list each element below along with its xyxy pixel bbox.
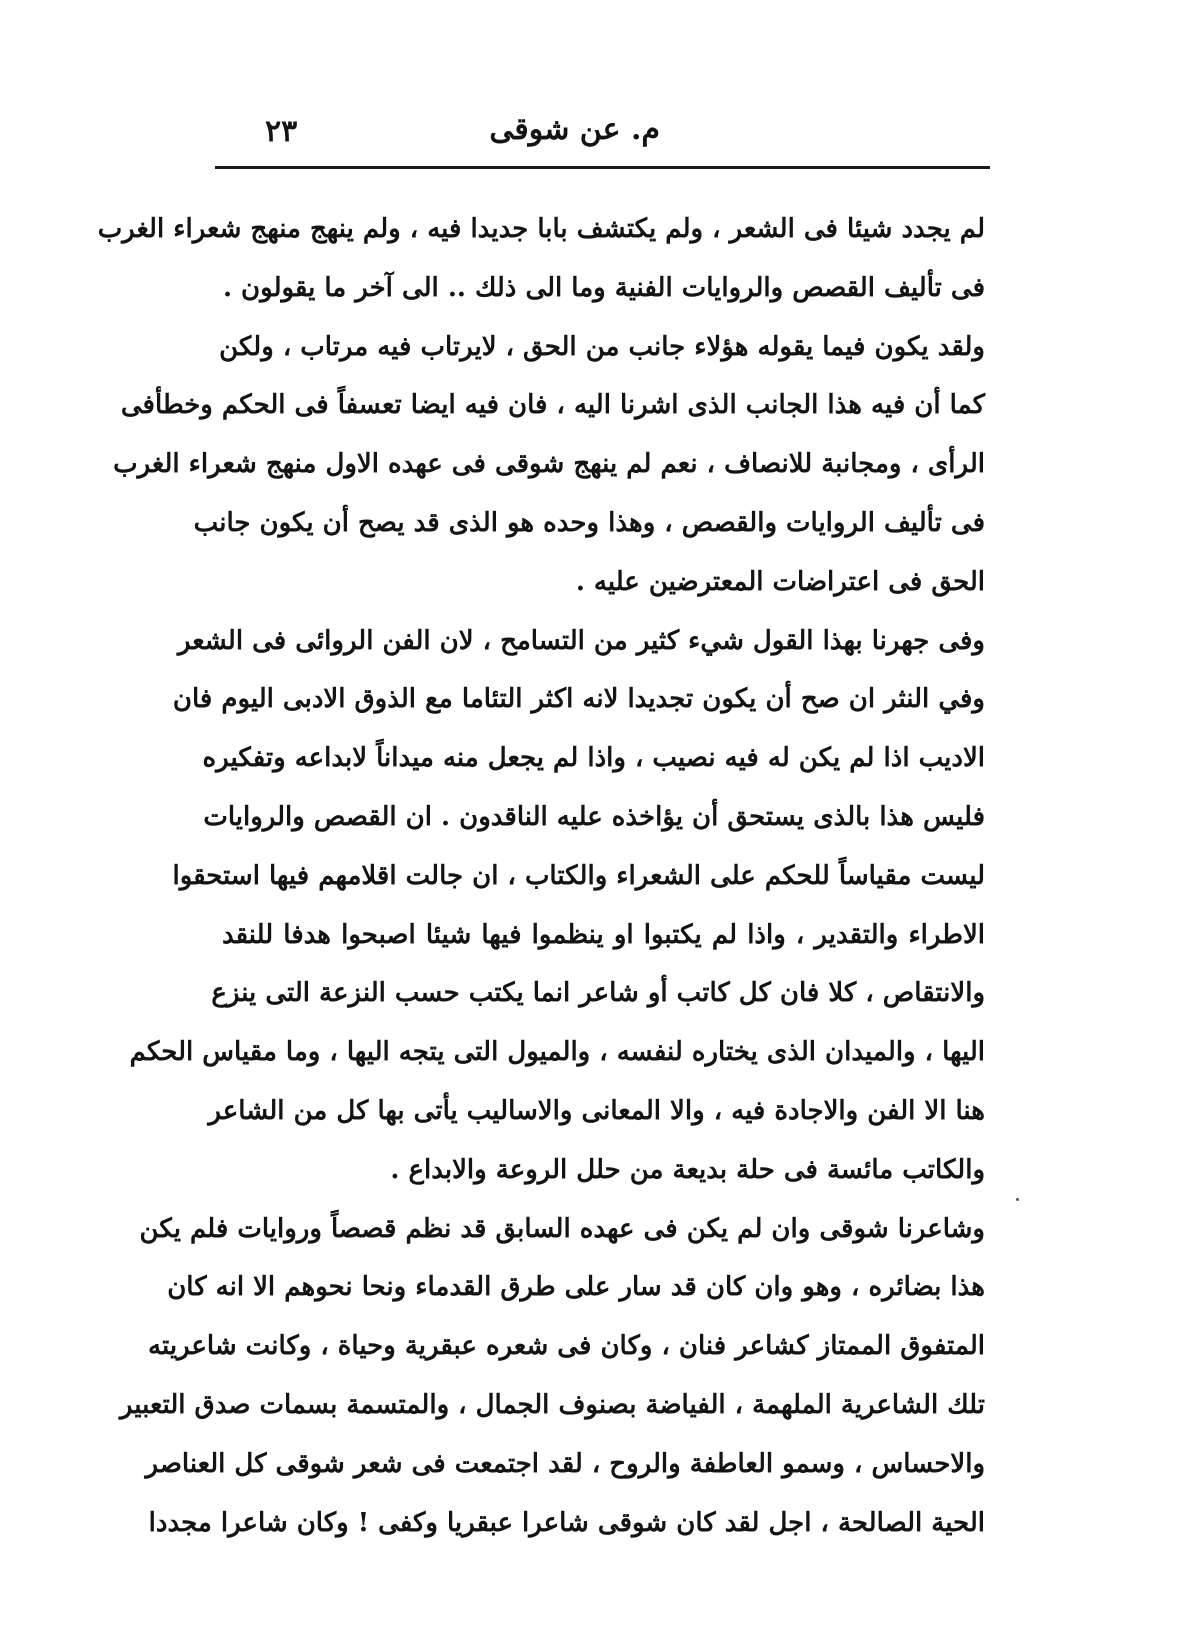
text-line: ولقد يكون فيما يقوله هؤلاء جانب من الحق ، لايرتاب فيه مرتاب ، ولكن bbox=[219, 331, 985, 362]
text-line: وشاعرنا شوقى وان لم يكن فى عهده السابق قد نظم قصصاً وروايات فلم يكن bbox=[139, 1213, 985, 1244]
text-line: كما أن فيه هذا الجانب الذى اشرنا اليه ، فان فيه ايضا تعسفاً فى الحكم وخطأفى bbox=[120, 390, 985, 421]
text-line: فى تأليف الروايات والقصص ، وهذا وحده هو الذى قد يصح أن يكون جانب bbox=[193, 507, 985, 538]
text-line: والكاتب مائسة فى حلة بديعة من حلل الروعة والابداع . bbox=[390, 1154, 985, 1185]
text-line: الاطراء والتقدير ، واذا لم يكتبوا او ينظموا فيها شيئا اصبحوا هدفا للنقد bbox=[222, 919, 985, 950]
text-line: الرأى ، ومجانبة للانصاف ، نعم لم ينهج شوقى فى عهده الاول منهج شعراء الغرب bbox=[113, 449, 985, 480]
page-header bbox=[215, 104, 990, 166]
text-line: المتفوق الممتاز كشاعر فنان ، وكان فى شعره عبقرية وحياة ، وكانت شاعريته bbox=[148, 1331, 985, 1362]
text-line: ليست مقياساً للحكم على الشعراء والكتاب ، ان جالت اقلامهم فيها استحقوا bbox=[172, 860, 985, 891]
text-line: والانتقاص ، كلا فان كل كاتب أو شاعر انما يكتب حسب النزعة التى ينزع bbox=[211, 978, 985, 1009]
text-line: الحق فى اعتراضات المعترضين عليه . bbox=[575, 566, 985, 597]
text-line: لم يجدد شيئا فى الشعر ، ولم يكتشف بابا جديدا فيه ، ولم ينهج منهج شعراء الغرب bbox=[97, 214, 985, 244]
text-line: تلك الشاعرية الملهمة ، الفياضة بصنوف الجمال ، والمتسمة بسمات صدق التعبير bbox=[119, 1389, 985, 1420]
running-title: م. عن شوقى bbox=[489, 112, 660, 147]
text-line: الاديب اذا لم يكن له فيه نصيب ، واذا لم يجعل منه ميداناً لابداعه وتفكيره bbox=[202, 743, 985, 774]
body-text bbox=[97, 200, 985, 1552]
text-line: هنا الا الفن والاجادة فيه ، والا المعانى والاساليب يأتى بها كل من الشاعر bbox=[208, 1095, 985, 1126]
text-line: اليها ، والميدان الذى يختاره لنفسه ، والميول التى يتجه اليها ، وما مقياس الحكم bbox=[129, 1037, 985, 1068]
text-line: وفي النثر ان صح أن يكون تجديدا لانه اكثر التئاما مع الذوق الادبى اليوم فان bbox=[172, 684, 985, 715]
header-rule bbox=[215, 166, 990, 169]
scan-speck bbox=[1016, 1198, 1019, 1201]
text-line: والاحساس ، وسمو العاطفة والروح ، لقد اجتمعت فى شعر شوقى كل العناصر bbox=[145, 1448, 985, 1479]
text-line: وفى جهرنا بهذا القول شيء كثير من التسامح ، لان الفن الروائى فى الشعر bbox=[177, 625, 985, 656]
page-number: ٢٣ bbox=[265, 114, 298, 149]
text-line: الحية الصالحة ، اجل لقد كان شوقى شاعرا عبقريا وكفى ! وكان شاعرا مجددا bbox=[148, 1507, 985, 1538]
text-line: هذا بضائره ، وهو وان كان قد سار على طرق القدماء ونحا نحوهم الا انه كان bbox=[167, 1272, 985, 1303]
text-line: فى تأليف القصص والروايات الفنية وما الى ذلك .. الى آخر ما يقولون . bbox=[222, 272, 985, 303]
text-line: فليس هذا بالذى يستحق أن يؤاخذه عليه الناقدون . ان القصص والروايات bbox=[203, 801, 985, 832]
